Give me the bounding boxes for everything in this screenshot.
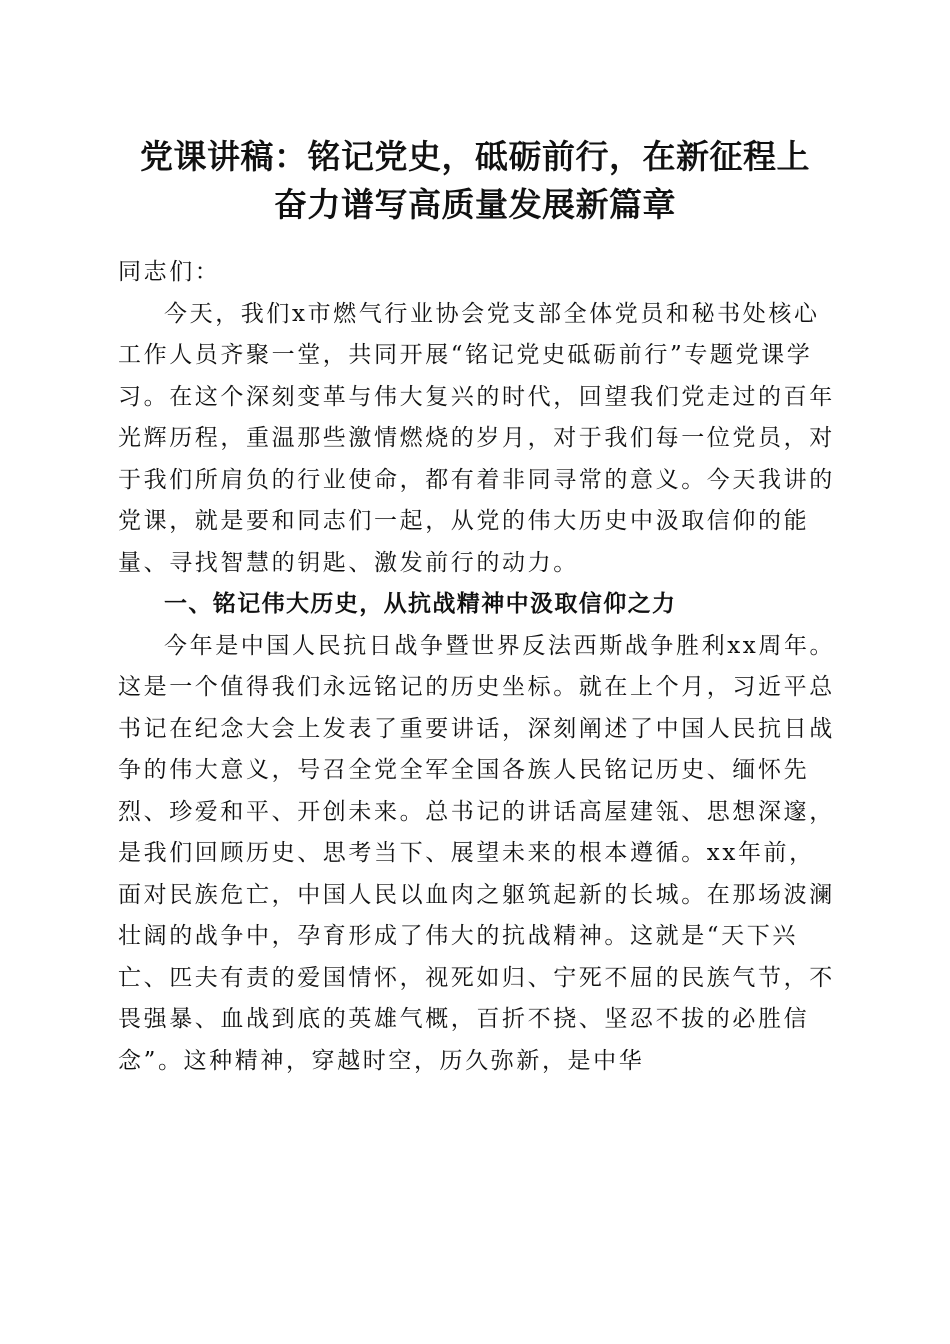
paragraph-history: 今年是中国人民抗日战争暨世界反法西斯战争胜利xx周年。这是一个值得我们永远铭记的历史坐标。就在上个月，习近平总书记在纪念大会上发表了重要讲话，深刻阐述了中国人民抗日战争的伟大意义，号召全党全军全国各族人民铭记历史、缅怀先烈、珍爱和平、开创未来。总书记的讲话高屋建瓴、思想深邃，是我们回顾历史、思考当下、展望未来的根本遵循。xx年前，面对民族危亡，中国人民以血肉之躯筑起新的长城。在那场波澜壮阔的战争中，孕育形成了伟大的抗战精神。这就是“天下兴亡、匹夫有责的爱国情怀，视死如归、宁死不屈的民族气节，不畏强暴、血战到底的英雄气概，百折不挠、坚忍不拔的必胜信念”。这种精神，穿越时空，历久弥新，是中华: [118, 632, 836, 1074]
title-line-2: 奋力谱写高质量发展新篇章: [274, 185, 676, 224]
salutation: 同志们：: [118, 259, 221, 285]
title-line-1: 党课讲稿：铭记党史，砥砺前行，在新征程上: [140, 137, 810, 176]
paragraph-intro: 今天，我们x市燃气行业协会党支部全体党员和秘书处核心工作人员齐聚一堂，共同开展“铭记党史砥砺前行”专题党课学习。在这个深刻变革与伟大复兴的时代，回望我们党走过的百年光辉历程，重温那些激情燃烧的岁月，对于我们每一位党员，对于我们所肩负的行业使命，都有着非同寻常的意义。今天我讲的党课，就是要和同志们一起，从党的伟大历史中汲取信仰的能量、寻找智慧的钥匙、激发前行的动力。: [118, 300, 835, 576]
document-body: [118, 252, 838, 1082]
section-heading-1: 一、铭记伟大历史，从抗战精神中汲取信仰之力: [164, 591, 677, 617]
document-title: [80, 133, 870, 229]
